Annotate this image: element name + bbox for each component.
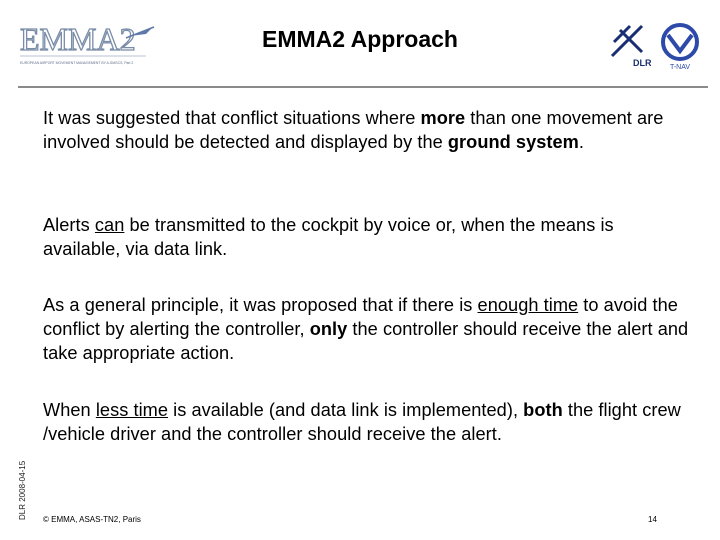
footer-copyright: © EMMA, ASAS-TN2, Paris xyxy=(43,515,141,524)
slide-title: EMMA2 Approach xyxy=(262,26,458,52)
tnav-logo xyxy=(656,20,704,72)
paragraph-ground-system: It was suggested that conflict situations where more than one movement are involved should be detected and displayed by the ground system. xyxy=(43,108,664,152)
emma2-logo-subtitle: EUROPEAN AIRPORT MOVEMENT MANAGEMENT BY A-SMGCS, Part 2 xyxy=(20,61,134,65)
paragraph-alerts-transmission: Alerts can be transmitted to the cockpit by voice or, when the means is available, via data link. xyxy=(43,215,614,259)
emma2-logo-text: EMMA2 xyxy=(20,21,136,57)
paragraph-general-principle: As a general principle, it was proposed that if there is enough time to avoid the conflict by alerting the controller, only the controller should receive the alert and take appropriate action. xyxy=(43,295,689,363)
dlr-logo xyxy=(606,20,656,70)
page-number: 14 xyxy=(648,515,657,524)
header-divider xyxy=(18,86,708,88)
dlr-logo-text: DLR xyxy=(633,58,652,68)
tnav-logo-text: T-NAV xyxy=(669,64,691,71)
paragraph-less-time: When less time is available (and data link is implemented), both the flight crew /vehicle driver and the controller should receive the alert. xyxy=(43,400,681,444)
slide-header xyxy=(0,0,720,96)
side-date-label: DLR 2008-04-15 xyxy=(18,460,27,520)
